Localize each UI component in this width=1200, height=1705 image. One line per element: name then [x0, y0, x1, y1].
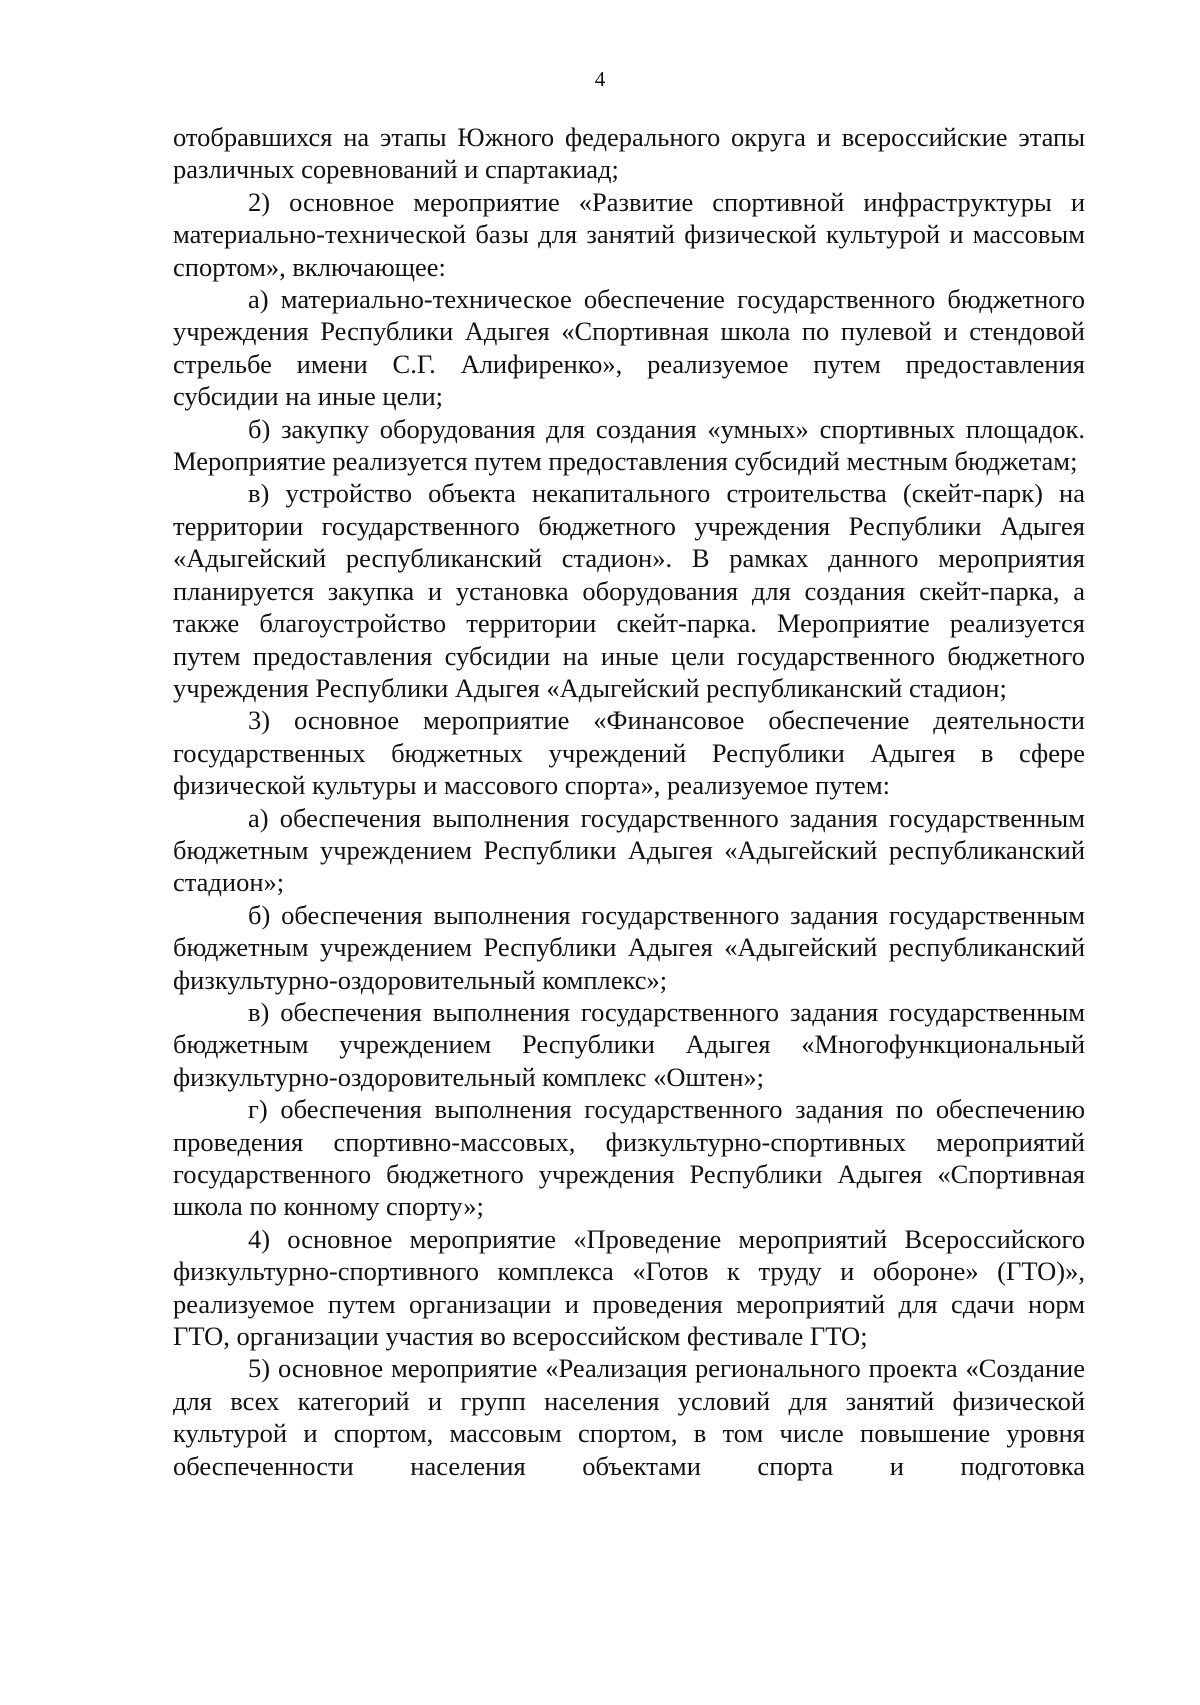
page-number: 4	[594, 67, 606, 91]
paragraph-item-5: 5) основное мероприятие «Реализация регионального проекта «Создание для всех категорий и групп населения условий для занятий физической культурой и спортом, массовым спортом, в том числе повышение уровня обеспеченности населения объектами спорта и подготовка	[173, 1353, 1085, 1481]
paragraph-continuation: отобравшихся на этапы Южного федерального округа и всероссийские этапы различных соревнований и спартакиад;	[173, 122, 1085, 185]
paragraph-item-4: 4) основное мероприятие «Проведение мероприятий Всероссийского физкультурно-спортивного комплекса «Готов к труду и обороне» (ГТО)», реализуемое путем организации и проведения мероприятий для сдачи норм ГТО, организации участия во всероссийском фестивале ГТО;	[173, 1223, 1085, 1352]
paragraph-item-3v: в) обеспечения выполнения государственного задания государственным бюджетным учреждением Республики Адыгея «Многофункциональный физкультурно-оздоровительный комплекс «Оштен»;	[173, 996, 1085, 1092]
paragraph-item-3: 3) основное мероприятие «Финансовое обеспечение деятельности государственных бюджетных учреждений Республики Адыгея в сфере физической культуры и массового спорта», реализуемое путем:	[173, 705, 1085, 801]
paragraph-item-3g: г) обеспечения выполнения государственного задания по обеспечению проведения спортивно-массовых, физкультурно-спортивных мероприятий государственного бюджетного учреждения Республики Адыгея «Спортивная школа по конному спорту»;	[173, 1094, 1085, 1222]
paragraph-item-2v: в) устройство объекта некапитального строительства (скейт-парк) на территории государственного бюджетного учреждения Республики Адыгея «Адыгейский республиканский стадион». В рамках данного мероприятия планируется закупка и установка оборудования для создания скейт-парка, а также благоустройство территории скейт-парка. Мероприятие реализуется путем предоставления субсидии на иные цели государственного бюджетного учреждения Республики Адыгея «Адыгейский республиканский стадион;	[173, 478, 1085, 703]
paragraph-item-2: 2) основное мероприятие «Развитие спортивной инфраструктуры и материально-технической базы для занятий физической культурой и массовым спортом», включающее:	[173, 186, 1085, 282]
paragraph-item-3b: б) обеспечения выполнения государственного задания государственным бюджетным учреждением Республики Адыгея «Адыгейский республиканский физкультурно-оздоровительный комплекс»;	[173, 899, 1085, 995]
paragraph-item-2a: а) материально-техническое обеспечение государственного бюджетного учреждения Республики Адыгея «Спортивная школа по пулевой и стендовой стрельбе имени С.Г. Алифиренко», реализуемое путем предоставления субсидии на иные цели;	[173, 284, 1085, 412]
paragraph-item-2b: б) закупку оборудования для создания «умных» спортивных площадок. Мероприятие реализуется путем предоставления субсидий местным бюджетам;	[173, 413, 1085, 477]
document-body	[173, 121, 1085, 1482]
paragraph-item-3a: а) обеспечения выполнения государственного задания государственным бюджетным учреждением Республики Адыгея «Адыгейский республиканский стадион»;	[173, 802, 1085, 898]
